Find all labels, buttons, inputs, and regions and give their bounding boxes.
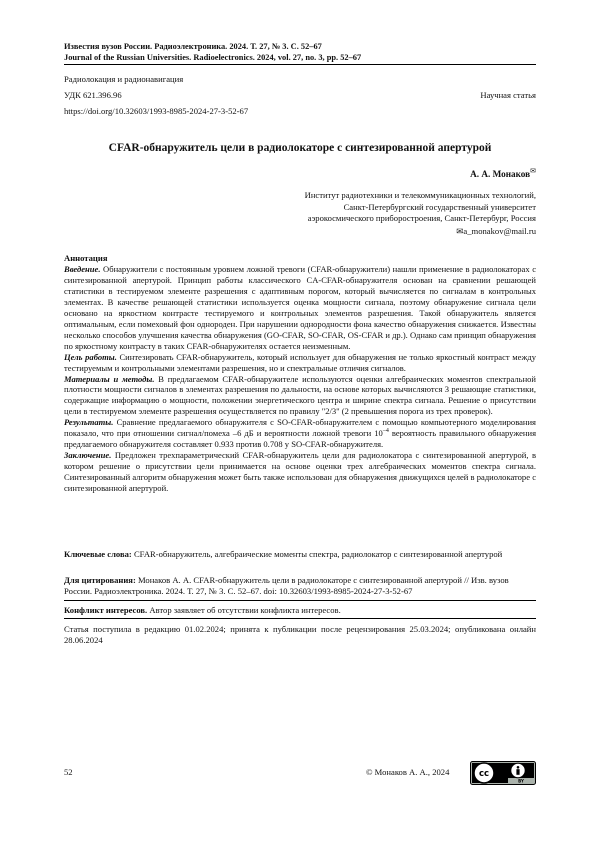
- divider: [64, 618, 536, 619]
- citation: [64, 575, 536, 597]
- author-name: [470, 167, 536, 179]
- affiliation-line: Санкт-Петербургский государственный университет: [343, 201, 536, 212]
- keywords: [64, 549, 536, 560]
- copyright: © Монаков А. А., 2024: [366, 767, 450, 777]
- journal-header-en: Journal of the Russian Universities. Radioelectronics. 2024, vol. 27, no. 3, pp. 52–67: [64, 53, 362, 62]
- keywords-text: CFAR-обнаружитель, алгебраические моменты спектра, радиолокатор с синтезированной апертурой: [131, 549, 503, 559]
- page-number: 52: [64, 767, 73, 777]
- divider: [64, 600, 536, 601]
- affiliation-line: аэрокосмического приборостроения, Санкт-Петербург, Россия: [307, 213, 536, 224]
- intro-text: Обнаружители с постоянным уровнем ложной тревоги (CFAR-обнаружители) нашли применение в радиолокаторах с синтезированной апертурой. Принцип работы классического CA-CFAR-обнаружителя основан на сравнении решающей статистики в тестируемом элементе разрешения с адаптивным порогом, который вычисляется по сигналам в контрольных элементах. В качестве решающей статистики используется оценка мощности сигнала, поэтому обнаружение сигнала цели основано на яркостном контрасте тестируемого и контрольных элементов разрешения. Такой обнаружитель является оптимальным, если помеховый фон однороден. При нарушении однородности фона качество обнаружения снижается. Известны несколько способов улучшения качества обнаружения (GO-CFAR, SO-CFAR, OS-CFAR и др.). Однако сам принцип обнаружения по яркостному контрасту в таких CFAR-обнаружителях остается неизменным.: [64, 264, 536, 351]
- header-divider: [64, 64, 536, 65]
- methods-label: Материалы и методы.: [64, 373, 155, 384]
- cc-by-icon[interactable]: [470, 761, 536, 785]
- annotation-body: [64, 264, 536, 494]
- publication-dates: Статья поступила в редакцию 01.02.2024; принята к публикации после рецензирования 25.03.2024; опубликована онлайн 28.06.2024: [64, 624, 536, 645]
- results-text-cont: вероятность правильного обнаружения предлагаемого обнаружителя составляет 0.933 против 0.708 у SO-CFAR-обнаружителя.: [64, 428, 537, 450]
- abstract-conclusion: [64, 450, 536, 494]
- doi-link[interactable]: https://doi.org/10.32603/1993-8985-2024-27-3-52-67: [64, 106, 249, 116]
- intro-label: Введение.: [64, 264, 101, 274]
- methods-text: В предлагаемом CFAR-обнаружителе используются оценки алгебраических моментов спектральной плотности мощности сигналов в элементах разрешения по дальности, на основе которых вычисляются 3 решающие статистики, содержащие информацию о мощности, положении энергетического центра и ширине спектра сигнала. Решение о присутствии цели в тестируемом элементе разрешения осуществляется по правилу "2/3" (2 превышения порога из трех проверок).: [64, 373, 536, 417]
- svg-text:cc: cc: [478, 769, 490, 780]
- abstract-results: [64, 417, 536, 450]
- article-title: CFAR-обнаружитель цели в радиолокаторе с синтезированной апертурой: [108, 142, 492, 154]
- author-name-text: А. А. Монаков: [470, 169, 531, 180]
- svg-text:BY: BY: [518, 778, 524, 784]
- udk-code: УДК 621.396.96: [64, 90, 122, 100]
- envelope-icon: ✉: [530, 167, 536, 175]
- annotation-heading: Аннотация: [64, 253, 108, 263]
- results-exponent: –4: [382, 428, 389, 435]
- conflict-label: Конфликт интересов.: [64, 605, 148, 615]
- aim-text: Синтезировать CFAR-обнаружитель, который использует для обнаружения не только яркостный контраст между тестируемым и контрольными элементами разрешения, но и спектральные отличия сигналов.: [64, 351, 536, 373]
- abstract-aim: [64, 352, 536, 374]
- author-email[interactable]: ✉a_monakov@mail.ru: [456, 226, 536, 236]
- results-label: Результаты.: [64, 417, 114, 428]
- journal-header-ru: Известия вузов России. Радиоэлектроника. 2024. Т. 27, № 3. С. 52–67: [64, 42, 322, 51]
- aim-label: Цель работы.: [64, 351, 117, 362]
- affiliation: [230, 190, 536, 225]
- results-text: Сравнение предлагаемого обнаружителя с SO-CFAR-обнаружителем с помощью компьютерного моделирования показало, что при отношении сигнал/помеха –6 дБ и вероятности ложной тревоги 10: [64, 417, 536, 439]
- abstract-intro: [64, 264, 536, 352]
- keywords-label: Ключевые слова:: [64, 549, 132, 559]
- citation-text: Монаков А. А. CFAR-обнаружитель цели в радиолокаторе с синтезированной апертурой // Изв. вузов России. Радиоэлектроника. 2024. Т. 27, № 3. С. 52–67. doi: 10.32603/1993-8985-2024-27-3-52-67: [64, 575, 509, 596]
- section-name: Радиолокация и радионавигация: [64, 74, 184, 84]
- conclusion-label: Заключение.: [64, 450, 112, 461]
- conclusion-text: Предложен трехпараметрический CFAR-обнаружитель цели для радиолокатора с синтезированной апертурой, в котором решение о присутствии цели принимается на основе оценки трех алгебраических моментов спектра сигнала. Синтезированный алгоритм обнаружения может быть также использован для обнаружения движущихся целей в радиолокаторе с синтезированной апертурой.: [64, 450, 536, 494]
- citation-label: Для цитирования:: [64, 575, 136, 585]
- conflict-text: Автор заявляет об отсутствии конфликта интересов.: [147, 605, 341, 615]
- abstract-methods: [64, 374, 536, 418]
- conflict-of-interest: [64, 605, 341, 615]
- affiliation-line: Институт радиотехники и телекоммуникационных технологий,: [304, 190, 536, 200]
- article-type: Научная статья: [480, 90, 536, 100]
